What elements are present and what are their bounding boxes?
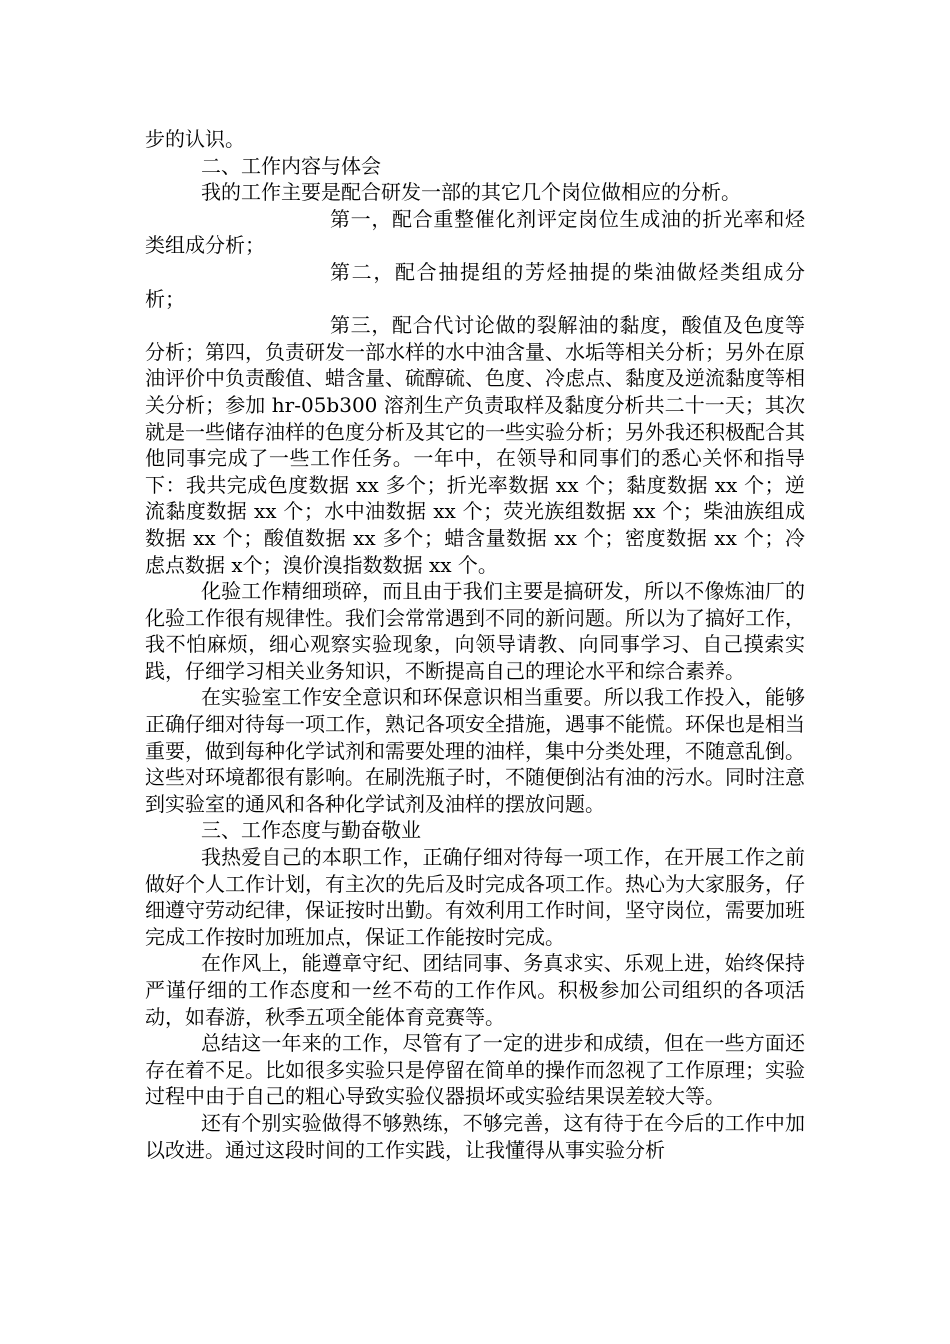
paragraph-dedication: 我热爱自己的本职工作，正确仔细对待每一项工作，在开展工作之前做好个人工作计划，有主次的先后及时完成各项工作。热心为大家服务，仔细遵守劳动纪律，保证按时出勤。有效利用工作时间，坚守岗位，需要加班完成工作按时加班加点，保证工作能按时完成。 <box>145 845 805 949</box>
paragraph-item-first: 第一，配合重整催化剂评定岗位生成油的折光率和烃类组成分析； <box>145 206 805 258</box>
paragraph-lab-work: 化验工作精细琐碎，而且由于我们主要是搞研发，所以不像炼油厂的化验工作很有规律性。我们会常常遇到不同的新问题。所以为了搞好工作，我不怕麻烦，细心观察实验现象，向领导请教、向同事学习、自己摸索实践，仔细学习相关业务知识，不断提高自己的理论水平和综合素养。 <box>145 579 805 683</box>
paragraph-item-third: 第三，配合代讨论做的裂解油的黏度，酸值及色度等分析；第四，负责研发一部水样的水中油含量、水垢等相关分析；另外在原油评价中负责酸值、蜡含量、硫醇硫、色度、冷虑点、黏度及逆流黏度等相关分析；参加 hr-05b300 溶剂生产负责取样及黏度分析共二十一天；其次就是一些储存油样的色度分析及其它的一些实验分析；另外我还积极配合其他同事完成了一些工作任务。一年中，在领导和同事们的悉心关怀和指导下：我共完成色度数据 xx 多个；折光率数据 xx 个；黏度数据 xx 个；逆流黏度数据 xx 个；水中油数据 xx 个；荧光族组数据 xx 个；柴油族组成数据 xx 个；酸值数据 xx 多个；蜡含量数据 xx 个；密度数据 xx 个；冷虑点数据 x个；溴价溴指数数据 xx 个。 <box>145 313 805 577</box>
paragraph-continuation: 步的认识。 <box>145 127 245 151</box>
section-heading-attitude: 三、工作态度与勤奋敬业 <box>201 818 421 843</box>
section-heading-work-content: 二、工作内容与体会 <box>201 153 381 178</box>
paragraph-summary: 总结这一年来的工作，尽管有了一定的进步和成绩，但在一些方面还存在着不足。比如很多实验只是停留在简单的操作而忽视了工作原理；实验过程中由于自己的粗心导致实验仪器损坏或实验结果误差较大等。 <box>145 1031 805 1109</box>
document-body <box>145 126 805 1163</box>
paragraph-conduct: 在作风上，能遵章守纪、团结同事、务真求实、乐观上进，始终保持严谨仔细的工作态度和一丝不苟的工作作风。积极参加公司组织的各项活动，如春游，秋季五项全能体育竞赛等。 <box>145 951 805 1029</box>
paragraph-improvement: 还有个别实验做得不够熟练，不够完善，这有待于在今后的工作中加以改进。通过这段时间的工作实践，让我懂得从事实验分析 <box>145 1110 805 1162</box>
paragraph-item-second: 第二，配合抽提组的芳烃抽提的柴油做烃类组成分析； <box>145 259 805 311</box>
paragraph-safety: 在实验室工作安全意识和环保意识相当重要。所以我工作投入，能够正确仔细对待每一项工作，熟记各项安全措施，遇事不能慌。环保也是相当重要，做到每种化学试剂和需要处理的油样，集中分类处理，不随意乱倒。这些对环境都很有影响。在刷洗瓶子时，不随便倒沾有油的污水。同时注意到实验室的通风和各种化学试剂及油样的摆放问题。 <box>145 685 805 816</box>
paragraph-work-overview: 我的工作主要是配合研发一部的其它几个岗位做相应的分析。 <box>201 180 741 205</box>
